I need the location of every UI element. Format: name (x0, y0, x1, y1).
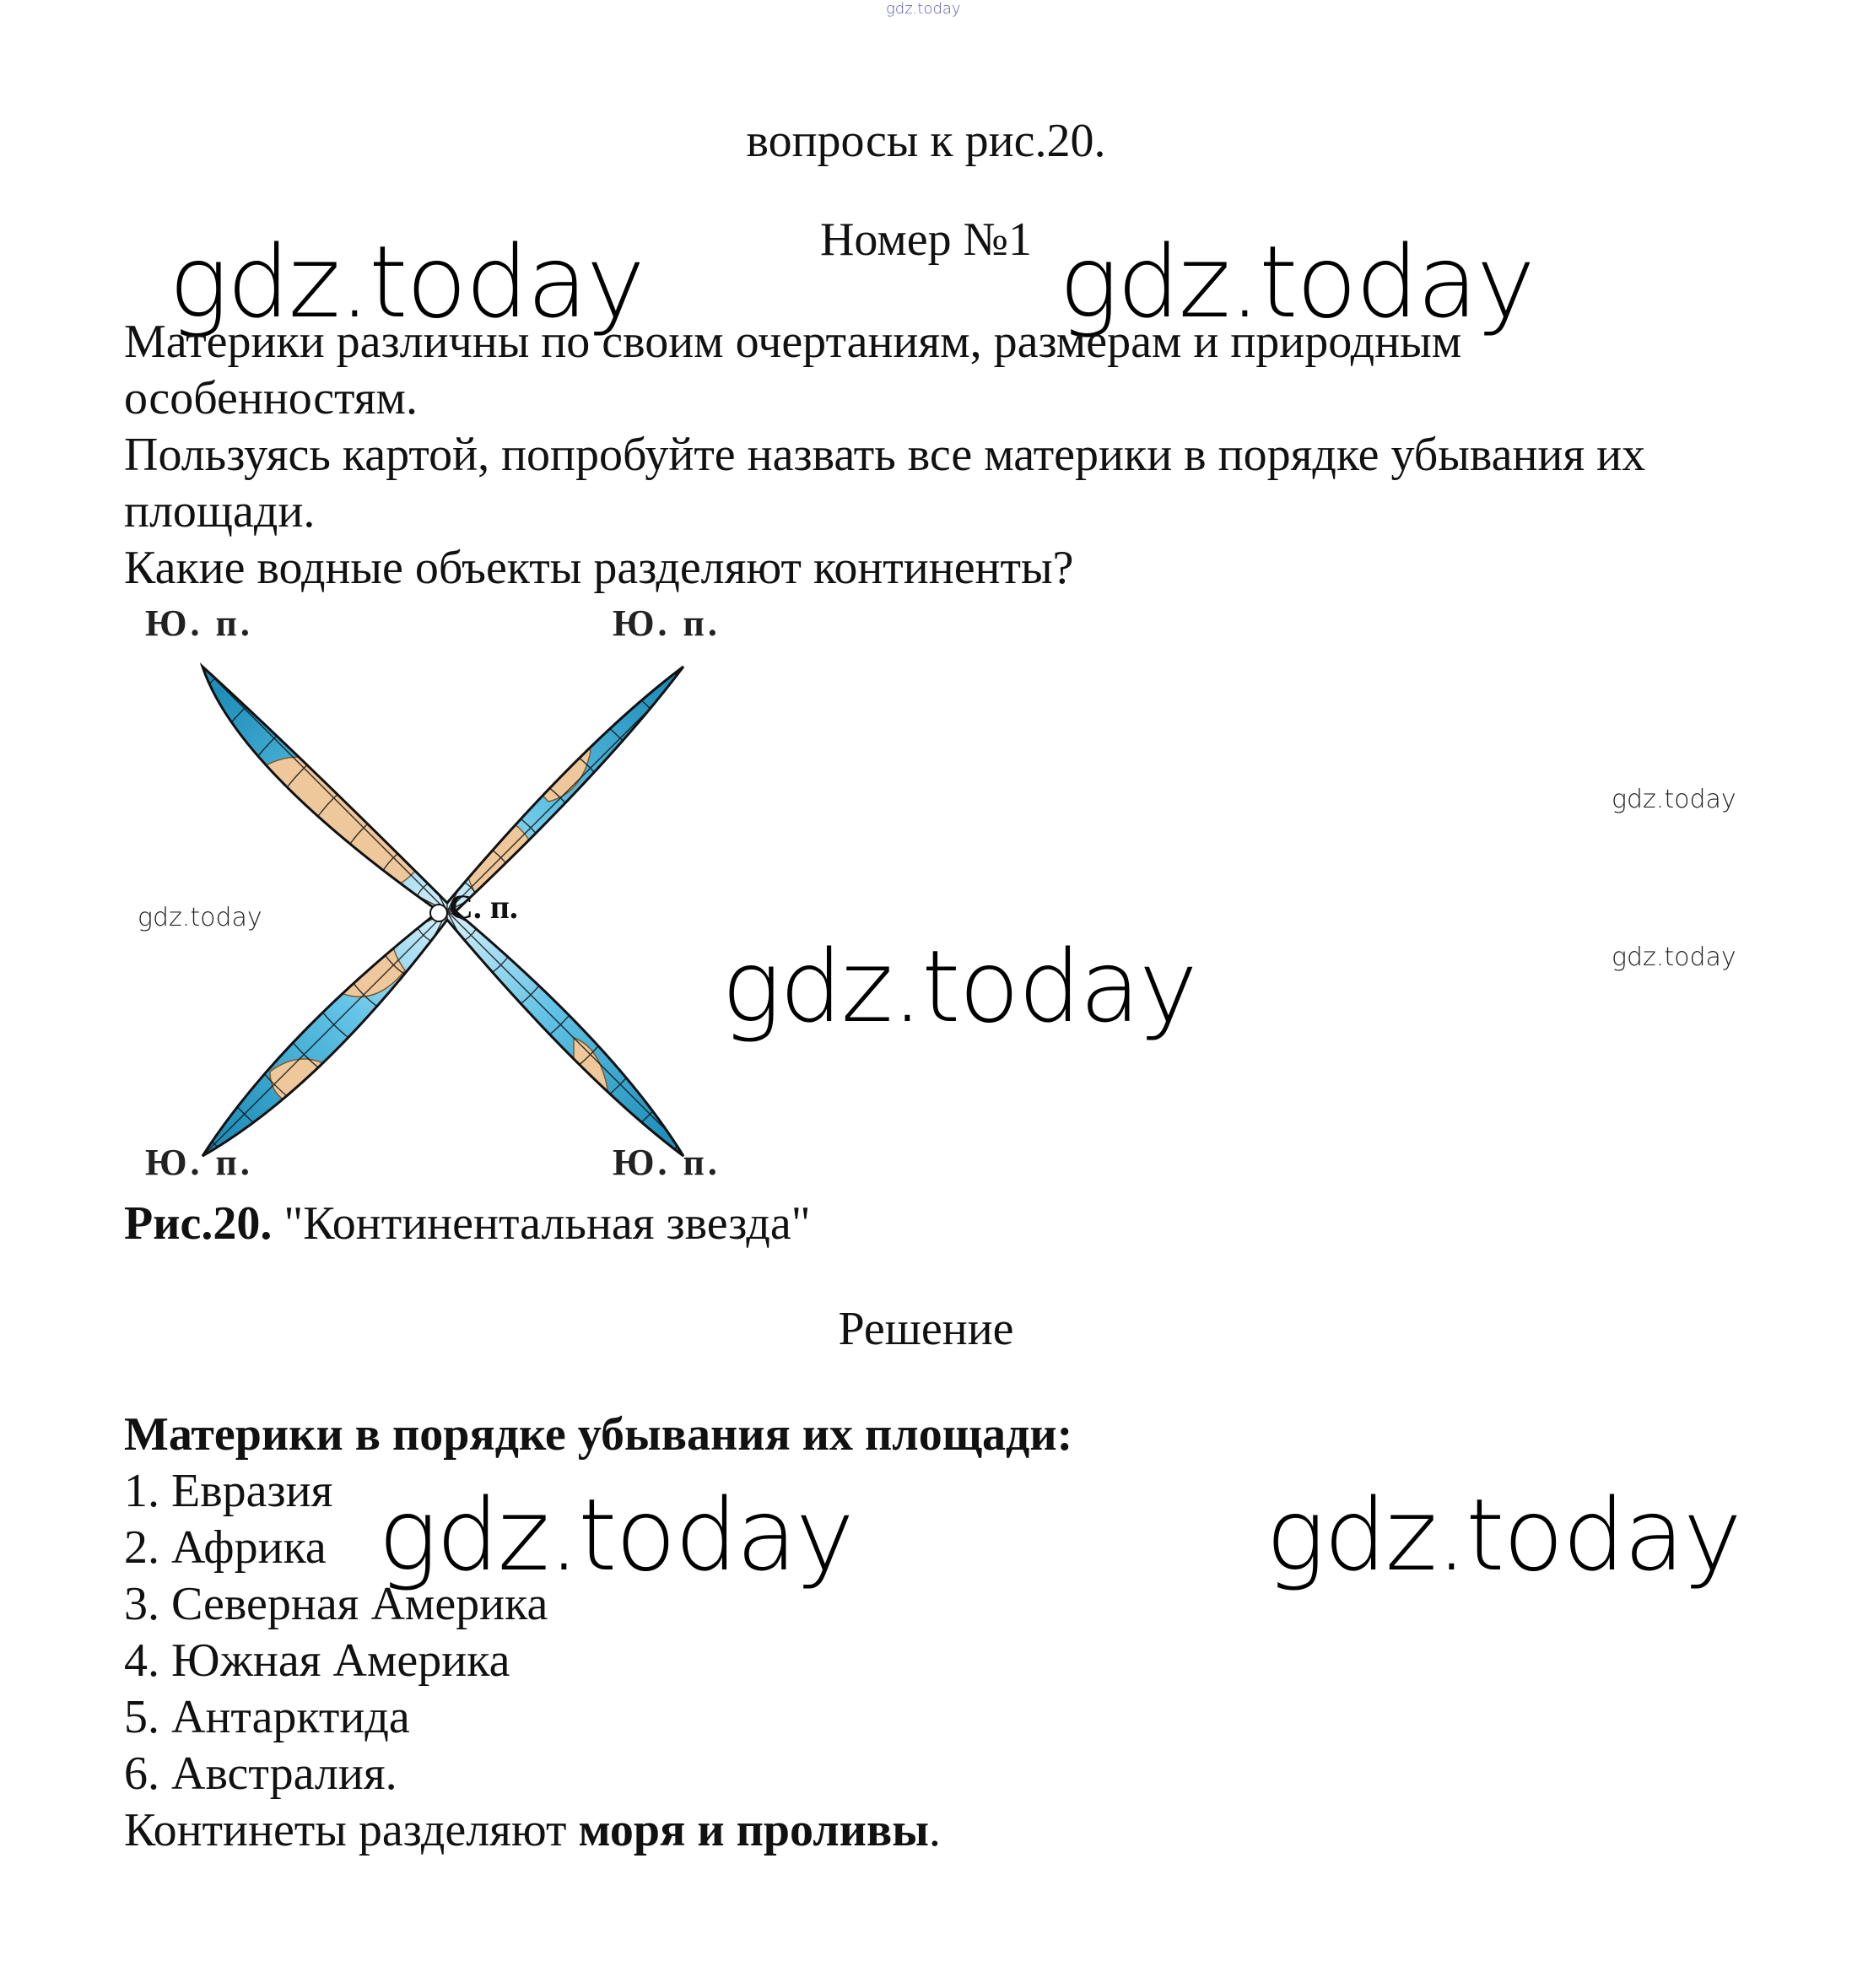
watermark: gdz.today (169, 224, 644, 340)
north-pole-marker (430, 905, 447, 921)
watermark: gdz.today (138, 903, 262, 932)
answer-heading: Материки в порядке убывания их площади: (124, 1408, 1073, 1461)
figure-caption-number: Рис.20. (124, 1197, 273, 1250)
pole-label-bottom-left: Ю. п. (145, 1142, 253, 1183)
list-item: 1. Евразия (124, 1465, 333, 1517)
watermark: gdz.today (1266, 1477, 1741, 1593)
list-item: 2. Африка (124, 1521, 327, 1574)
continental-star-map (186, 650, 709, 1173)
watermark: gdz.today (1612, 943, 1736, 972)
page-title: вопросы к рис.20. (746, 115, 1106, 167)
task-number: Номер №1 (819, 213, 1033, 266)
pole-label-bottom-right: Ю. п. (613, 1142, 721, 1183)
watermark: gdz.today (721, 928, 1196, 1045)
watermark: gdz.today (1612, 785, 1736, 814)
question-line-4: площади. (124, 485, 316, 538)
figure-caption (124, 1197, 811, 1251)
list-item: 6. Австралия. (124, 1748, 397, 1800)
list-item: 4. Южная Америка (124, 1634, 510, 1687)
question-line-1: Материки различны по своим очертаниям, размерам и природным (124, 316, 1462, 368)
watermark: gdz.today (1059, 224, 1534, 340)
watermark-top: gdz.today (886, 0, 961, 18)
question-line-2: особенностям. (124, 372, 418, 424)
watermark: gdz.today (378, 1477, 853, 1593)
final-answer-prefix: Континеты разделяют (124, 1804, 579, 1856)
final-answer-suffix: . (928, 1804, 941, 1856)
north-pole-label: С. п. (449, 888, 518, 926)
final-answer-bold: моря и проливы (578, 1804, 929, 1856)
pole-label-top-left: Ю. п. (145, 602, 253, 644)
final-answer (124, 1803, 941, 1857)
figure-caption-text: "Континентальная звезда" (272, 1197, 811, 1250)
list-item: 3. Северная Америка (124, 1578, 548, 1630)
question-line-3: Пользуясь картой, попробуйте назвать все материки в порядке убывания их (124, 429, 1646, 481)
pole-label-top-right: Ю. п. (613, 602, 721, 644)
land-greenland (523, 732, 591, 802)
question-line-5: Какие водные объекты разделяют континенты? (124, 542, 1074, 594)
solution-heading: Решение (838, 1303, 1014, 1355)
list-item: 5. Антарктида (124, 1691, 410, 1743)
